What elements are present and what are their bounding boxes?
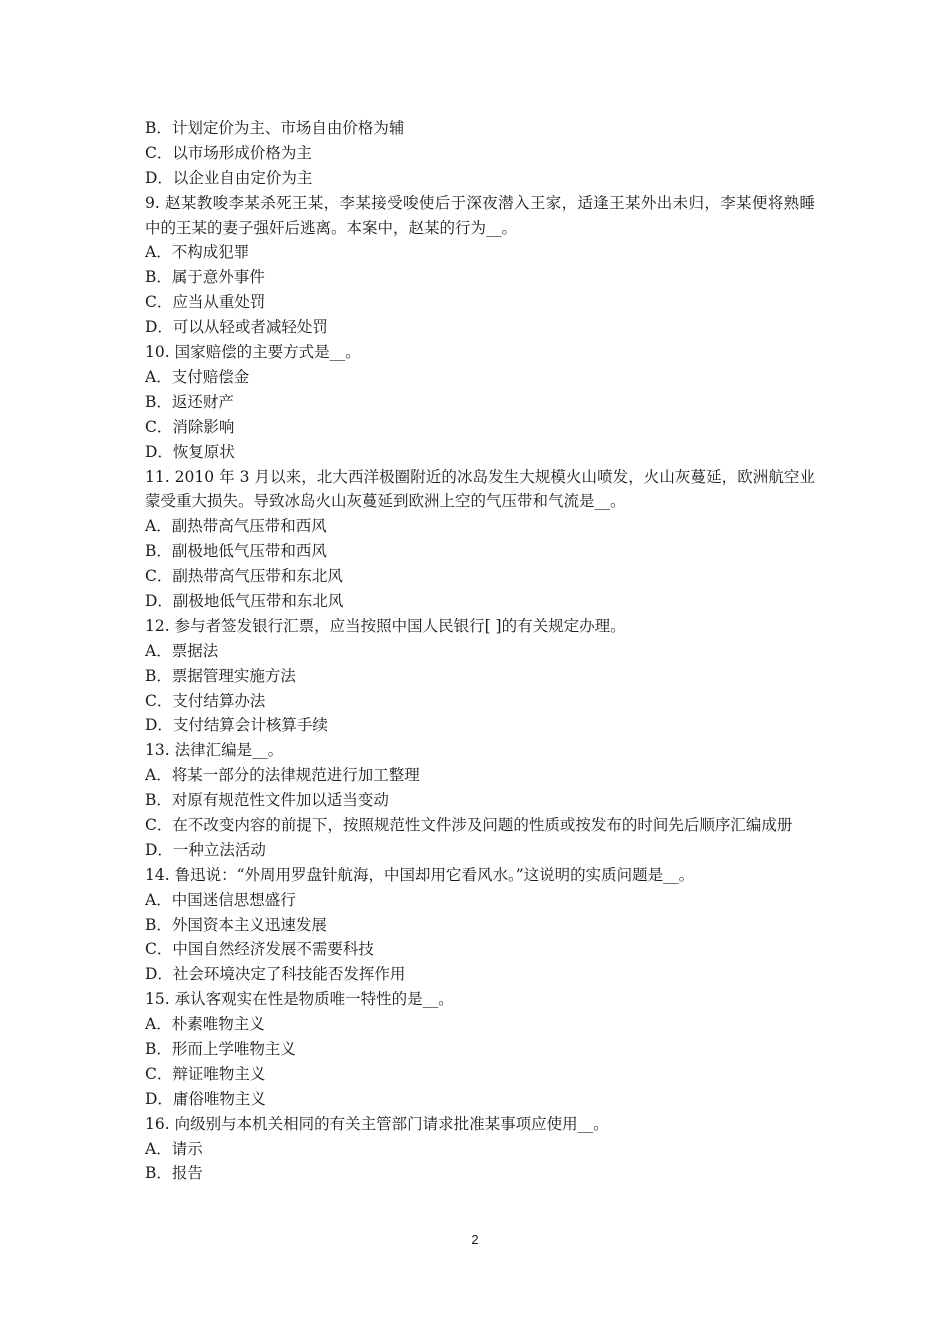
answer-option: A．中国迷信思想盛行 [145,890,296,909]
question-stem: 9. 赵某教唆李某杀死王某，李某接受唆使后于深夜潜入王家，适逢王某外出未归，李某便将熟睡中的王某的妻子强奸后逃离。本案中，赵某的行为__。 [145,193,815,237]
page-content [145,116,815,1186]
answer-option: A．支付赔偿金 [145,367,250,386]
answer-option: C．副热带高气压带和东北风 [145,567,343,586]
answer-option: A．请示 [145,1139,203,1158]
answer-option: A．朴素唯物主义 [145,1015,265,1034]
question-stem: 15. 承认客观实在性是物质唯一特性的是__。 [145,990,454,1009]
answer-option: C．消除影响 [145,417,235,436]
answer-option: D．社会环境决定了科技能否发挥作用 [145,965,406,984]
answer-option: B．形而上学唯物主义 [145,1040,296,1059]
answer-option: D．支付结算会计核算手续 [145,716,328,735]
answer-option: B．报告 [145,1164,203,1183]
answer-option: B．返还财产 [145,392,234,411]
answer-option: A．副热带高气压带和西风 [145,517,327,536]
answer-option: D．恢复原状 [145,442,235,461]
answer-option: D．一种立法活动 [145,840,266,859]
question-stem: 12. 参与者签发银行汇票，应当按照中国人民银行[ ]的有关规定办理。 [145,616,626,635]
answer-option: B．属于意外事件 [145,268,265,287]
answer-option: B．票据管理实施方法 [145,666,296,685]
answer-option: D．庸俗唯物主义 [145,1089,266,1108]
answer-option: D．副极地低气压带和东北风 [145,591,344,610]
answer-option: C．以市场形成价格为主 [145,143,312,162]
answer-option: A．不构成犯罪 [145,243,250,262]
page-number: 2 [471,1232,479,1247]
answer-option: C．中国自然经济发展不需要科技 [145,940,374,959]
answer-option: C．辩证唯物主义 [145,1064,266,1083]
question-stem: 16. 向级别与本机关相同的有关主管部门请求批准某事项应使用__。 [145,1114,609,1133]
answer-option: C．在不改变内容的前提下，按照规范性文件涉及问题的性质或按发布的时间先后顺序汇编成册 [145,816,793,834]
answer-option: B．对原有规范性文件加以适当变动 [145,791,389,810]
answer-option: B．外国资本主义迅速发展 [145,915,327,934]
answer-option: A．将某一部分的法律规范进行加工整理 [145,766,420,785]
answer-option: C．应当从重处罚 [145,293,266,312]
question-stem: 13. 法律汇编是__。 [145,741,284,760]
question-stem: 14. 鲁迅说：“外周用罗盘针航海，中国却用它看风水。”这说明的实质问题是__。 [145,865,695,884]
answer-option: D．可以从轻或者减轻处罚 [145,318,328,337]
answer-option: A．票据法 [145,641,219,660]
question-stem: 11. 2010 年 3 月以来，北大西洋极圈附近的冰岛发生大规模火山喷发，火山灰蔓延，欧洲航空业蒙受重大损失。导致冰岛火山灰蔓延到欧洲上空的气压带和气流是__。 [145,467,815,511]
answer-option: C．支付结算办法 [145,691,266,710]
answer-option: B．计划定价为主、市场自由价格为辅 [145,119,405,137]
answer-option: B．副极地低气压带和西风 [145,542,327,561]
question-stem: 10. 国家赔偿的主要方式是__。 [145,343,361,362]
answer-option: D．以企业自由定价为主 [145,168,313,187]
